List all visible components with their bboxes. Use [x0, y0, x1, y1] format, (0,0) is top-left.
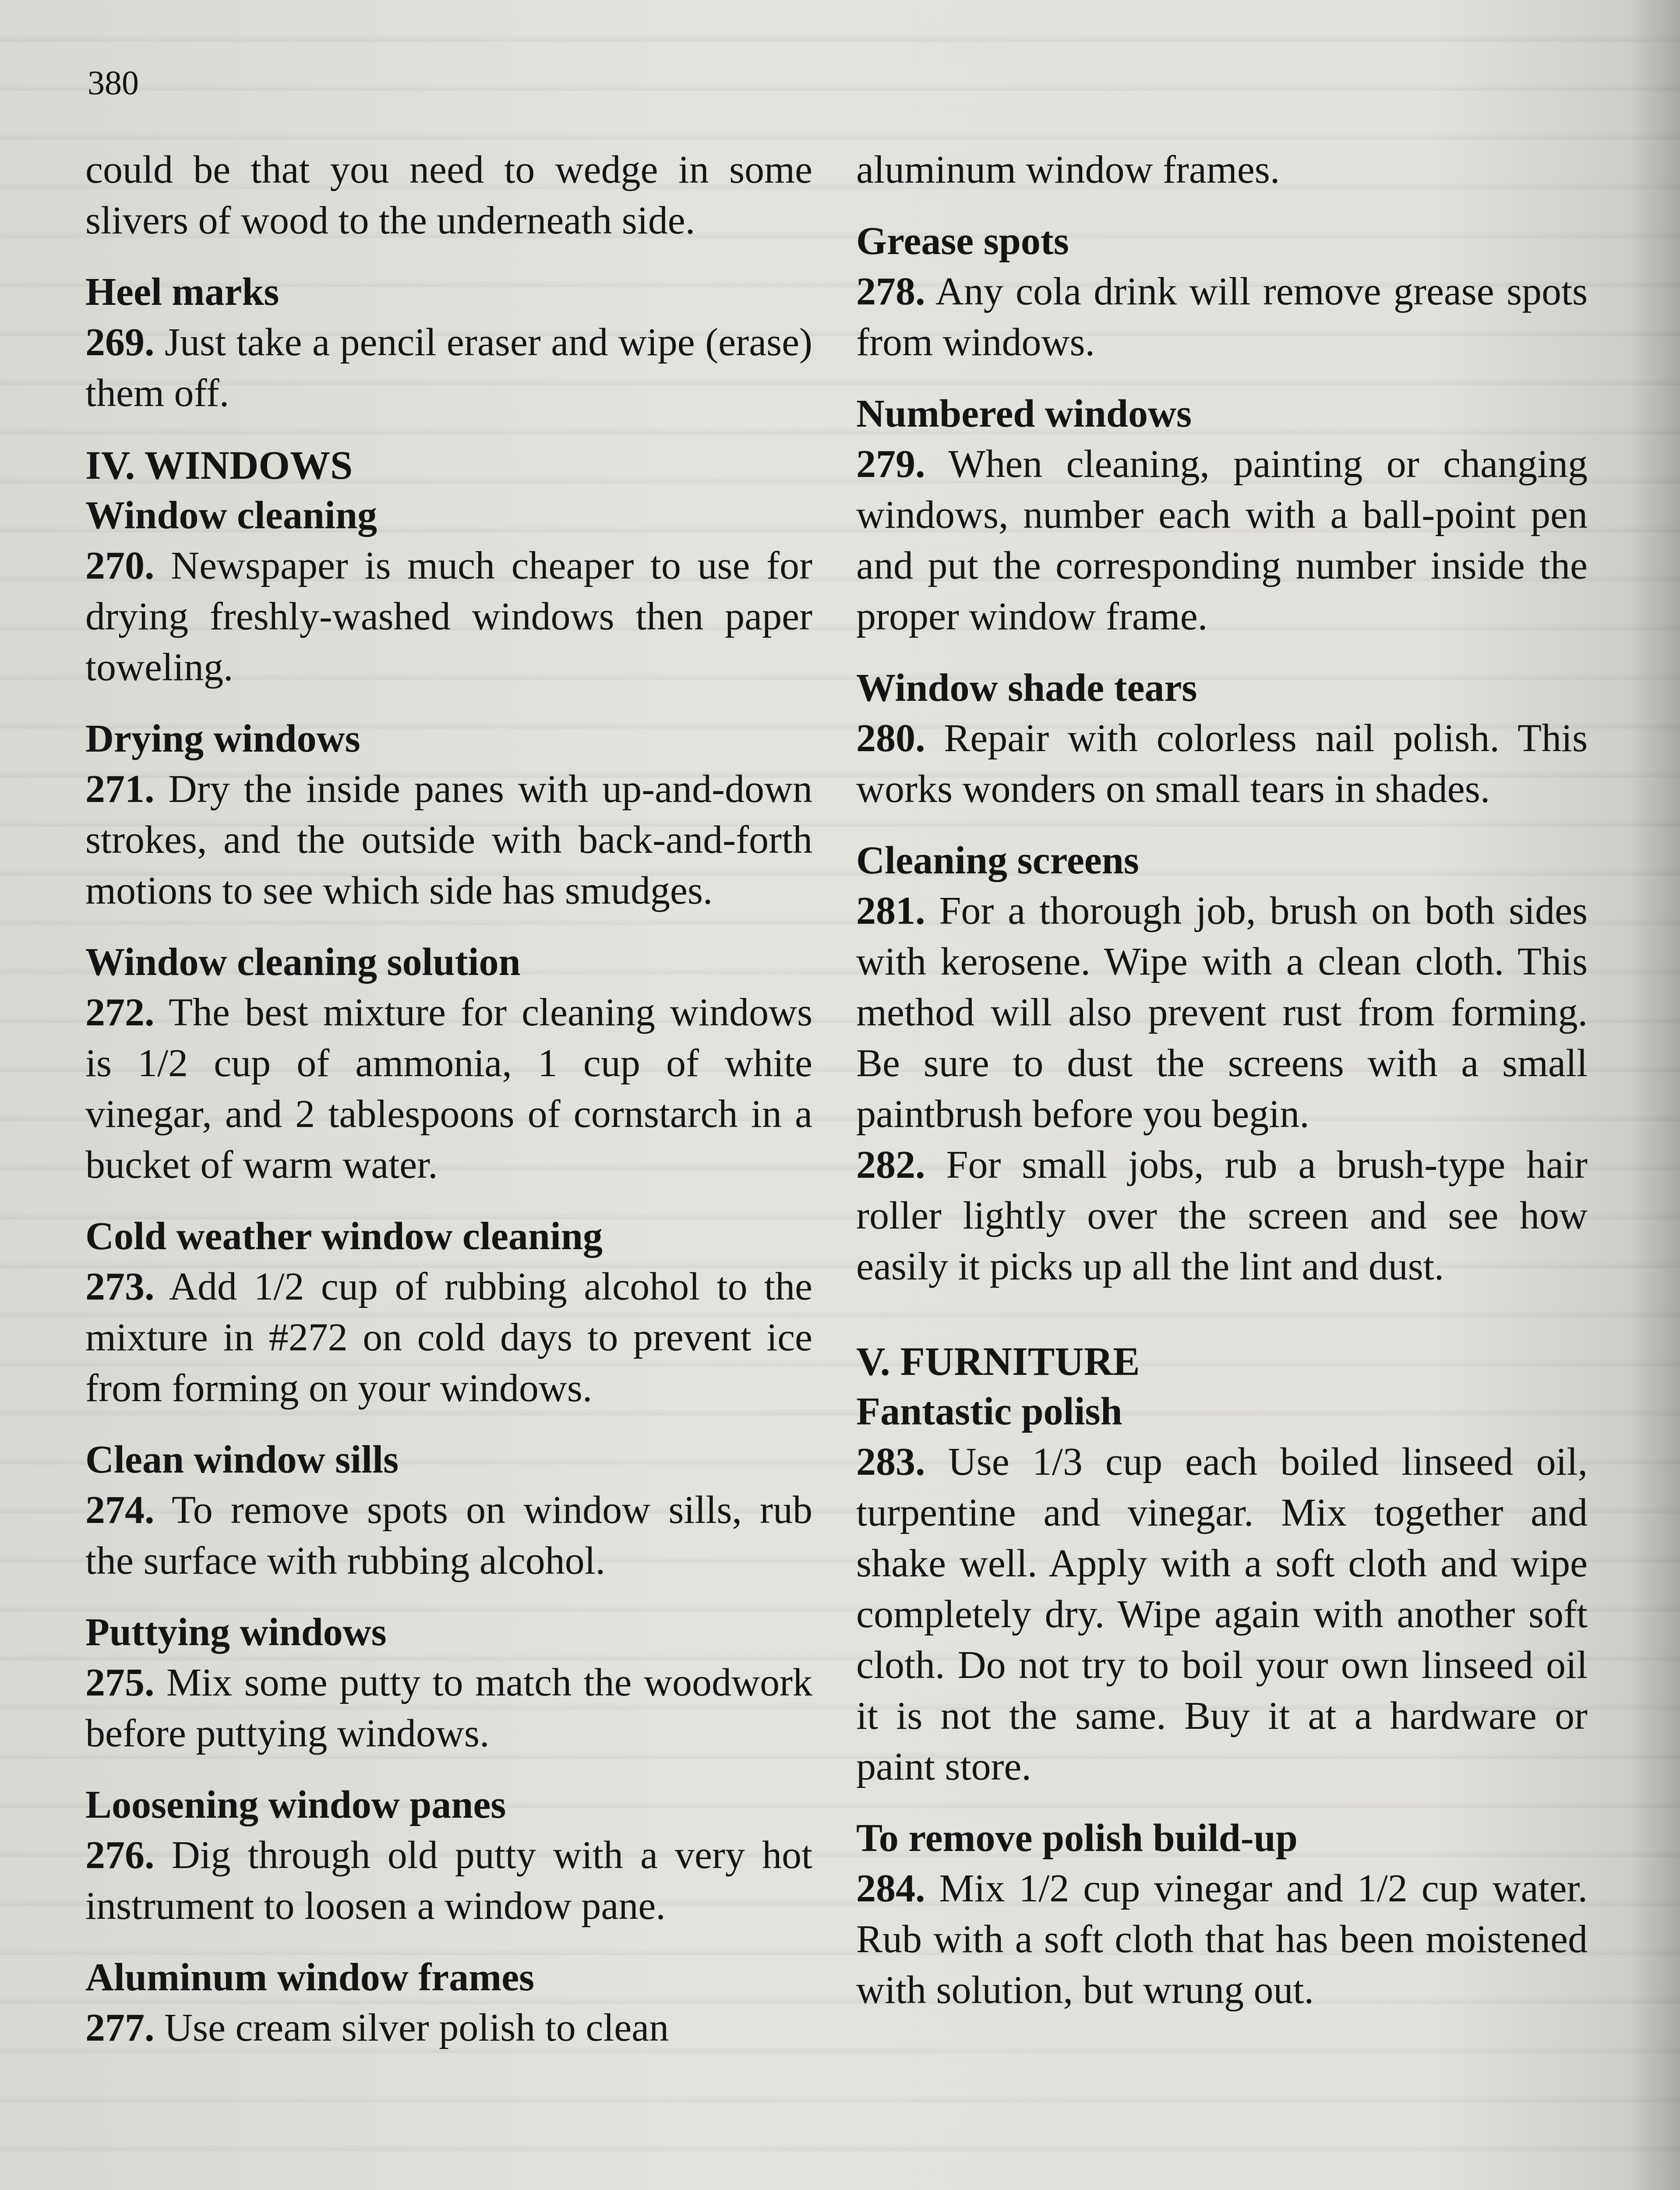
tip-text: Add 1/2 cup of rubbing alcohol to the mixture in #272 on cold days to prevent ice from forming on your windows.	[85, 1265, 812, 1410]
tip-text: Mix some putty to match the woodwork before puttying windows.	[85, 1661, 812, 1755]
tip-heading: Window cleaning solution	[85, 940, 521, 984]
tip-heading: Clean window sills	[85, 1438, 399, 1481]
tip-text: Just take a pencil eraser and wipe (erase) them off.	[85, 321, 812, 415]
tip-body	[856, 439, 1588, 642]
tip-body	[85, 317, 812, 419]
tip-entry	[85, 1607, 812, 1759]
tip-text: Dry the inside panes with up-and-down strokes, and the outside with back-and-forth motions to see which side has smudges.	[85, 767, 812, 912]
tip-body	[85, 2003, 812, 2053]
tip-entry	[85, 1212, 812, 1414]
tip-body	[856, 266, 1588, 368]
tip-heading: Grease spots	[856, 219, 1069, 263]
tip-number: 276.	[85, 1833, 155, 1877]
tip-text: Dig through old putty with a very hot instrument to loosen a window pane.	[85, 1833, 812, 1928]
tip-number: 283.	[856, 1440, 925, 1484]
tip-heading: Fantastic polish	[856, 1390, 1122, 1433]
tip-number: 280.	[856, 717, 925, 760]
tip-number: 278.	[856, 270, 925, 313]
tip-heading: To remove polish build-up	[856, 1816, 1298, 1860]
tip-text: When cleaning, painting or changing windows, number each with a ball-point pen and put the corresponding number inside the proper window frame.	[856, 442, 1588, 638]
tip-number: 273.	[85, 1265, 155, 1308]
continuation-text: could be that you need to wedge in some slivers of wood to the underneath side.	[85, 148, 812, 242]
tip-heading: Loosening window panes	[85, 1783, 506, 1826]
tip-entry	[85, 1953, 812, 2053]
tip-entry	[85, 714, 812, 916]
tip-number: 270.	[85, 544, 155, 587]
tip-number: 274.	[85, 1488, 155, 1532]
tip-text: Use 1/3 cup each boiled linseed oil, turpentine and vinegar. Mix together and shake well. Apply with a soft cloth and wipe completely dry. Wipe again with another soft cloth. Do not try to boil your own linseed oil it is not the same. Buy it at a hardware or paint store.	[856, 1440, 1588, 1788]
tip-heading: Window cleaning	[85, 494, 377, 537]
tip-entry	[85, 267, 812, 419]
tip-text: Use cream silver polish to clean	[154, 2006, 669, 2049]
tip-entry	[85, 491, 812, 693]
tip-heading: Cold weather window cleaning	[85, 1215, 603, 1258]
tip-entry	[856, 1387, 1588, 1792]
tip-body	[856, 1140, 1588, 1292]
tip-body	[85, 540, 812, 693]
tip-number: 271.	[85, 767, 155, 811]
tip-entry	[856, 836, 1588, 1140]
tip-number: 272.	[85, 991, 155, 1034]
tip-number: 275.	[85, 1661, 155, 1704]
tip-body	[85, 1485, 812, 1586]
tip-body	[85, 764, 812, 916]
continuation-text: aluminum window frames.	[856, 148, 1280, 191]
tip-body	[856, 886, 1588, 1140]
left-column	[85, 145, 812, 2074]
tip-entry	[85, 937, 812, 1190]
tip-body	[856, 1437, 1588, 1792]
right-column	[856, 145, 1588, 2037]
tip-body	[856, 1863, 1588, 2016]
tip-entry	[856, 663, 1588, 815]
tip-text: For small jobs, rub a brush-type hair roller lightly over the screen and see how easily it picks up all the lint and dust.	[856, 1143, 1588, 1288]
tip-entry	[85, 1435, 812, 1586]
tip-heading: Numbered windows	[856, 392, 1192, 435]
tip-heading: Puttying windows	[85, 1611, 387, 1654]
tip-text: Any cola drink will remove grease spots from windows.	[856, 270, 1588, 364]
tip-text: Mix 1/2 cup vinegar and 1/2 cup water. Rub with a soft cloth that has been moistened with solution, but wrung out.	[856, 1867, 1588, 2012]
tip-number: 277.	[85, 2006, 155, 2049]
tip-text: Repair with colorless nail polish. This works wonders on small tears in shades.	[856, 717, 1588, 811]
tip-entry	[856, 216, 1588, 368]
section-title-windows: IV. WINDOWS	[85, 443, 353, 487]
tip-number: 284.	[856, 1867, 925, 1910]
tip-heading: Aluminum window frames	[85, 1956, 535, 1999]
section-title-furniture: V. FURNITURE	[856, 1339, 1140, 1384]
tip-text: The best mixture for cleaning windows is 1/2 cup of ammonia, 1 cup of white vinegar, and 2 tablespoons of cornstarch in a bucket of warm water.	[85, 991, 812, 1187]
page-number: 380	[88, 64, 139, 102]
tip-heading: Cleaning screens	[856, 839, 1139, 882]
tip-body	[85, 987, 812, 1190]
tip-body	[856, 713, 1588, 815]
tip-number: 282.	[856, 1143, 925, 1187]
tip-heading: Window shade tears	[856, 666, 1197, 710]
tip-entry	[85, 1780, 812, 1932]
tip-entry	[856, 1140, 1588, 1292]
tip-text: For a thorough job, brush on both sides with kerosene. Wipe with a clean cloth. This method will also prevent rust from forming. Be sure to dust the screens with a small paintbrush before you begin.	[856, 889, 1588, 1136]
tip-heading: Heel marks	[85, 270, 279, 314]
tip-heading: Drying windows	[85, 717, 360, 760]
tip-number: 279.	[856, 442, 925, 486]
tip-number: 281.	[856, 889, 925, 933]
tip-entry	[856, 1813, 1588, 2016]
tip-entry	[856, 389, 1588, 642]
tip-body	[85, 1657, 812, 1759]
tip-body	[85, 1830, 812, 1932]
tip-number: 269.	[85, 321, 155, 364]
tip-text: To remove spots on window sills, rub the surface with rubbing alcohol.	[85, 1488, 812, 1582]
tip-body	[85, 1261, 812, 1414]
tip-text: Newspaper is much cheaper to use for drying freshly-washed windows then paper toweling.	[85, 544, 812, 689]
